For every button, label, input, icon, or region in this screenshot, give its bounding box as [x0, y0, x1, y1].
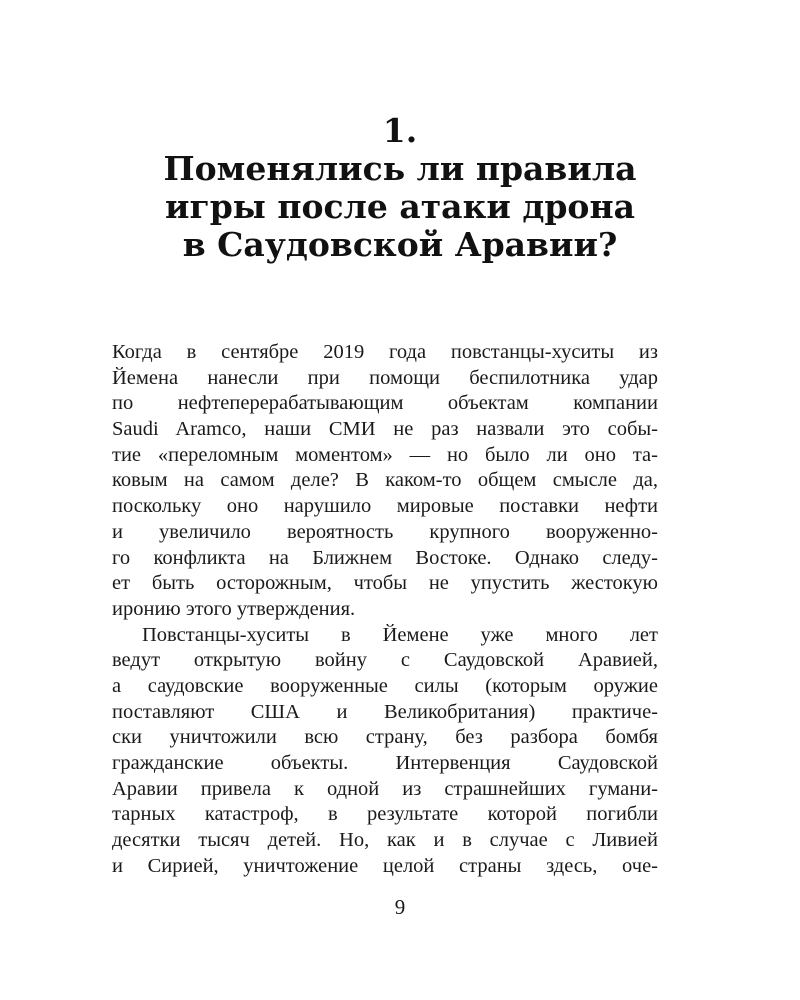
text-line: ковым на самом деле? В каком-то общем смысле да, [112, 469, 658, 492]
text-line: иронию этого утверждения. [112, 597, 356, 620]
text-line: Аравии привела к одной из страшнейших гумани- [112, 777, 658, 800]
body-text [112, 340, 658, 879]
chapter-number: 1. [382, 111, 418, 150]
paragraph [112, 340, 658, 623]
text-line: ет быть осторожным, чтобы не упустить жестокую [112, 572, 658, 595]
chapter-title-line: в Саудовской Аравии? [182, 225, 618, 264]
text-line: десятки тысяч детей. Но, как и в случае с Ливией [112, 829, 658, 852]
text-line: и увеличило вероятность крупного вооруженно- [112, 520, 658, 543]
chapter-heading [0, 112, 800, 264]
text-line: тарных катастроф, в результате которой погибли [112, 803, 658, 826]
text-line: а саудовские вооруженные силы (которым оружие [112, 674, 658, 697]
text-line: го конфликта на Ближнем Востоке. Однако следу- [112, 546, 658, 569]
chapter-title-line: Поменялись ли правила [163, 149, 637, 188]
text-line: ски уничтожили всю страну, без разбора бомбя [112, 726, 658, 749]
text-line: Saudi Aramco, наши СМИ не раз назвали это собы- [112, 418, 658, 441]
chapter-title-line: игры после атаки дрона [165, 187, 635, 226]
text-line: по нефтеперерабатывающим объектам компании [112, 392, 658, 415]
text-line: Когда в сентябре 2019 года повстанцы-хуситы из [112, 341, 658, 363]
paragraph [112, 623, 658, 880]
page-number: 9 [394, 895, 406, 919]
text-line: Повстанцы-хуситы в Йемене уже много лет [142, 623, 658, 646]
text-line: гражданские объекты. Интервенция Саудовской [112, 752, 658, 774]
text-line: и Сирией, уничтожение целой страны здесь, оче- [112, 854, 658, 877]
text-line: поставляют США и Великобритания) практиче- [112, 700, 658, 723]
text-line: тие «переломным моментом» — но было ли оно та- [112, 443, 658, 466]
text-line: поскольку оно нарушило мировые поставки нефти [112, 495, 658, 518]
text-line: ведут открытую войну с Саудовской Аравией, [112, 649, 658, 672]
text-line: Йемена нанесли при помощи беспилотника удар [112, 366, 658, 389]
